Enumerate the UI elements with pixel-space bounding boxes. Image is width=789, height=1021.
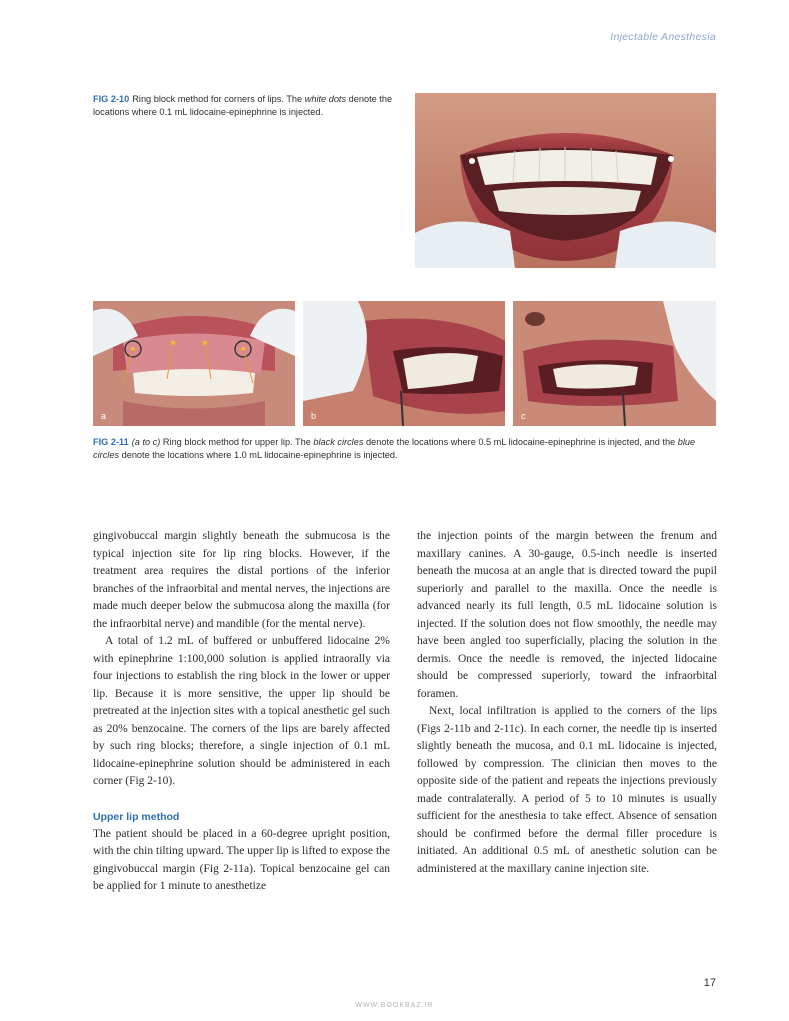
fig-2-11-caption-text-3: denote the locations where 1.0 mL lidocaine-epinephrine is injected. [119, 450, 398, 460]
body-paragraph: gingivobuccal margin slightly beneath the submucosa is the typical injection site for lip ring blocks. However, if the treatment area requires the distal portions of the inferior branches of the infraorbital and mental nerves, the injections are made much deeper below the submucosa along the maxilla (for the infraorbital nerve) and mandible (for the mental nerve). [93, 530, 390, 630]
fig-2-11-blue-circles: blue circles [93, 437, 696, 460]
body-column-right [417, 528, 717, 878]
fig-2-10-label: FIG 2-10 [93, 94, 130, 104]
lip-corner-right-illustration [303, 301, 505, 426]
watermark: WWW.BOOKBAZ.IR [355, 1002, 434, 1009]
fig-2-10-caption-text-a: Ring block method for corners of lips. The [132, 94, 305, 104]
body-paragraph: A total of 1.2 mL of buffered or unbuffered lidocaine 2% with epinephrine 1:100,000 solution is applied intraorally via four injections to establish the ring block in the lower or upper lip. Because it is more sensitive, the upper lip should be pretreated at the injection sites with a topical anesthetic gel such as 20% benzocaine. The corners of the lips are barely affected by such ring blocks; therefore, a single injection of 0.1 mL lidocaine-epinephrine solution should be administered in each corner (Fig 2-10). [93, 635, 390, 787]
fig-2-11c-photo [513, 301, 716, 426]
fig-2-11-black-circles: black circles [313, 437, 364, 447]
section-heading: Upper lip method [93, 810, 180, 823]
fig-2-11-label: FIG 2-11 [93, 437, 129, 447]
smile-photo-illustration [415, 93, 716, 268]
body-paragraph: Next, local infiltration is applied to the corners of the lips (Figs 2-11b and 2-11c). In each corner, the needle tip is inserted slightly beneath the mucosa, and 0.1 mL lidocaine is injected, followed by compression. The clinician then moves to the opposite side of the patient and repeats the injections previously made contralaterally. A period of 5 to 10 minutes is usually sufficient for the anesthesia to take effect. Absence of sensation should be confirmed before the dermal filler procedure is initiated. An additional 0.5 mL of anesthetic solution can be administered at the maxillary canine injection site. [417, 705, 717, 875]
fig-2-11-caption-text-2: denote the locations where 0.5 mL lidocaine-epinephrine is injected, and the [363, 437, 678, 447]
panel-label-b: b [311, 411, 317, 421]
fig-2-10-caption [93, 93, 408, 119]
fig-2-11a-photo [93, 301, 295, 426]
running-header: Injectable Anesthesia [610, 31, 716, 43]
panel-label-c: c [521, 411, 526, 421]
body-paragraph: the injection points of the margin between the frenum and maxillary canines. A 30-gauge, 0.5-inch needle is inserted beneath the mucosa at an angle that is directed toward the pupil superiorly and parallel to the maxilla. Once the needle is advanced nearly its full length, 0.5 mL lidocaine solution is injected. If the solution does not flow smoothly, the needle may have been angled too superficially, placing the solution in the dermis. Once the needle is removed, the injected lidocaine should be compressed superiorly, toward the infraorbital foramen. [417, 530, 717, 700]
page-number: 17 [703, 977, 716, 989]
fig-2-10-caption-emphasis: white dots [304, 94, 347, 104]
body-paragraph: The patient should be placed in a 60-degree upright position, with the chin tilting upward. The upper lip is lifted to expose the gingivobuccal margin (Fig 2-11a). Topical benzocaine gel can be applied for 1 minute to anesthetize [93, 827, 390, 892]
fig-2-11b-photo [303, 301, 505, 426]
body-column-left [93, 528, 390, 896]
panel-label-a: a [101, 411, 107, 421]
upper-lip-everted-illustration [93, 301, 295, 426]
fig-2-11-caption [93, 436, 719, 462]
fig-2-11-panels-ref: (a to c) [131, 437, 161, 447]
fig-2-10-caption-text-b: denote the locations where 0.1 mL lidocaine-epinephrine is injected. [93, 94, 393, 117]
fig-2-10-photo [415, 93, 716, 268]
fig-2-11-caption-text-1: Ring block method for upper lip. The [160, 437, 314, 447]
lip-corner-left-illustration [513, 301, 716, 426]
